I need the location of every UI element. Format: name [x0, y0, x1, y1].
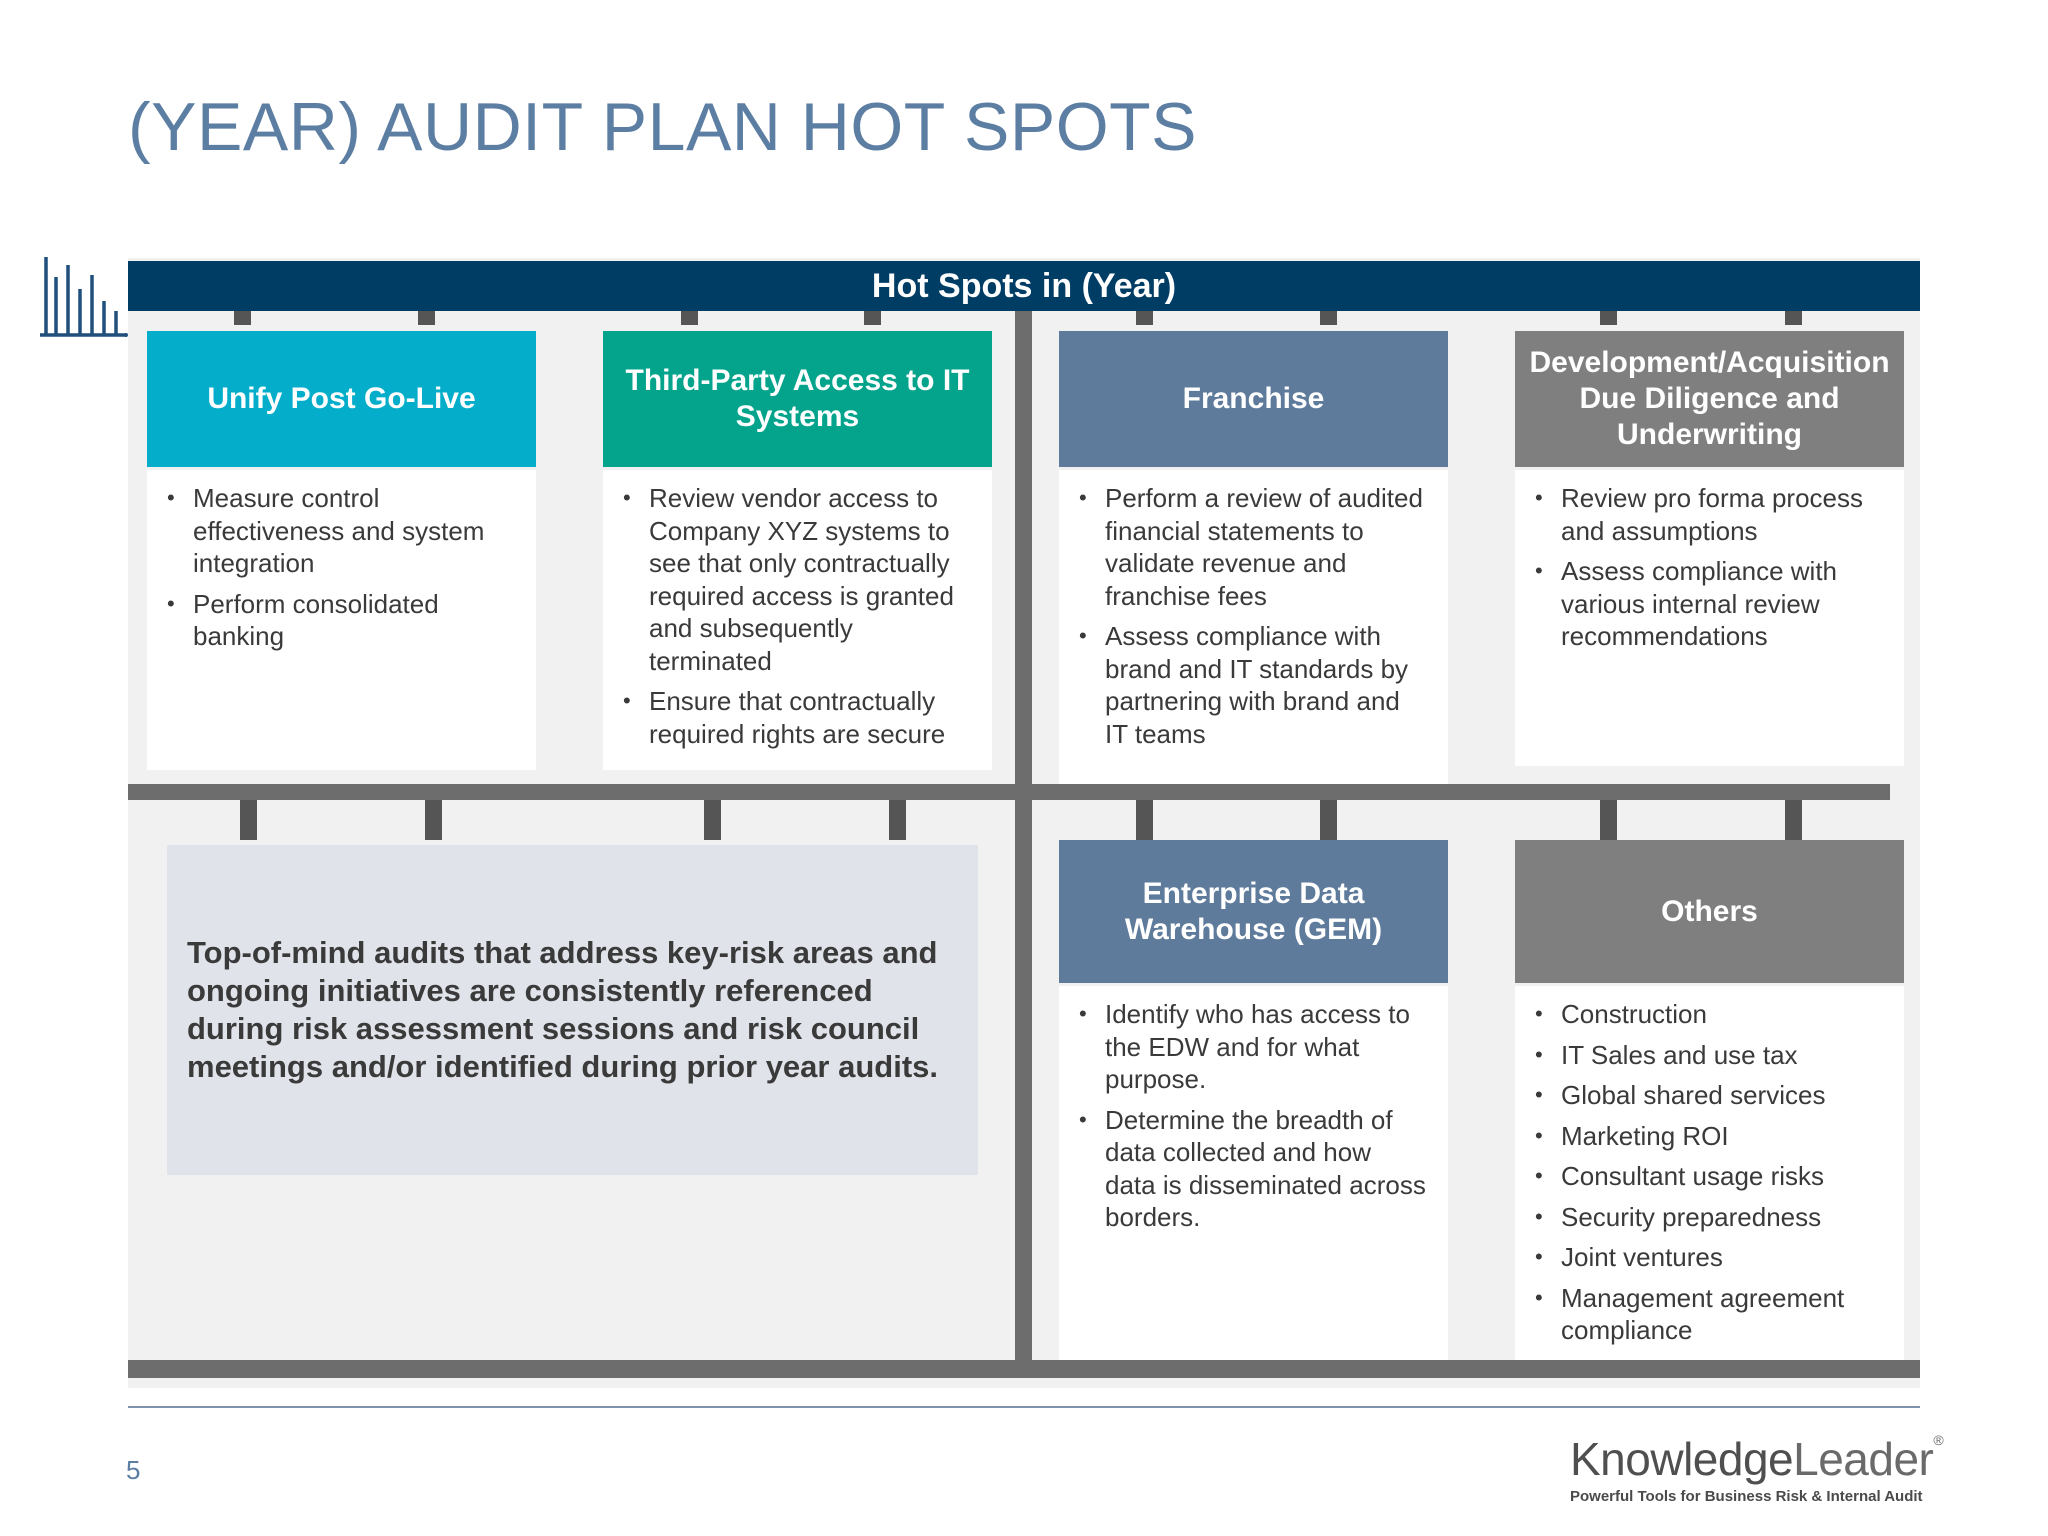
- card-header-unify: Unify Post Go-Live: [147, 331, 536, 467]
- connector: [1320, 311, 1337, 325]
- connector: [425, 800, 442, 840]
- logo-tagline: Powerful Tools for Business Risk & Internal Audit: [1570, 1488, 1923, 1505]
- bullet-item: • Perform a review of audited financial statements to validate revenue and franchise fees: [1077, 482, 1428, 612]
- connector: [1136, 800, 1153, 840]
- connector: [1785, 311, 1802, 325]
- vertical-divider: [1015, 311, 1032, 1361]
- connector: [240, 800, 257, 840]
- bullet-item: • Security preparedness: [1533, 1201, 1884, 1234]
- bullet-item: • Construction: [1533, 998, 1884, 1031]
- card-body-franchise: [1059, 470, 1448, 784]
- bullet-item: • Determine the breadth of data collected and how data is disseminated across borders.: [1077, 1104, 1428, 1234]
- card-body-enterprise-data-warehouse: [1059, 986, 1448, 1360]
- card-header-franchise: Franchise: [1059, 331, 1448, 467]
- bullet-item: • Marketing ROI: [1533, 1120, 1884, 1153]
- card-header-development-acquisition: Development/Acquisition Due Diligence and Underwriting: [1515, 331, 1904, 467]
- connector: [418, 311, 435, 325]
- bullet-item: • Assess compliance with various internal review recommendations: [1533, 555, 1884, 653]
- bullet-item: • Consultant usage risks: [1533, 1160, 1884, 1193]
- bullet-item: • Joint ventures: [1533, 1241, 1884, 1274]
- hot-spots-banner: Hot Spots in (Year): [128, 261, 1920, 311]
- logo-wordmark: KnowledgeLeader®: [1570, 1432, 1944, 1485]
- callout-box: [167, 845, 978, 1175]
- bullet-item: • Review vendor access to Company XYZ systems to see that only contractually required access is granted and subsequently terminated: [621, 482, 972, 677]
- connector: [234, 311, 251, 325]
- knowledgeleader-logo: [1570, 1432, 1944, 1505]
- middle-divider: [128, 784, 1890, 800]
- bullet-item: • Ensure that contractually required rights are secure: [621, 685, 972, 750]
- connector: [704, 800, 721, 840]
- bullet-item: • IT Sales and use tax: [1533, 1039, 1884, 1072]
- connector: [1785, 800, 1802, 840]
- card-header-third-party: Third-Party Access to IT Systems: [603, 331, 992, 467]
- bullet-item: • Assess compliance with brand and IT standards by partnering with brand and IT teams: [1077, 620, 1428, 750]
- bullet-item: • Management agreement compliance: [1533, 1282, 1884, 1347]
- connector: [864, 311, 881, 325]
- bottom-divider: [128, 1360, 1920, 1378]
- page-number: 5: [126, 1455, 141, 1485]
- card-header-enterprise-data-warehouse: Enterprise Data Warehouse (GEM): [1059, 840, 1448, 983]
- connector: [1136, 311, 1153, 325]
- card-body-third-party: [603, 470, 992, 770]
- connector: [681, 311, 698, 325]
- card-body-development-acquisition: [1515, 470, 1904, 766]
- connector: [1600, 800, 1617, 840]
- bullet-item: • Measure control effectiveness and system integration: [165, 482, 516, 580]
- bullet-item: • Global shared services: [1533, 1079, 1884, 1112]
- card-header-others: Others: [1515, 840, 1904, 983]
- card-body-unify: [147, 470, 536, 770]
- footer-rule: [128, 1406, 1920, 1408]
- bullet-item: • Review pro forma process and assumptions: [1533, 482, 1884, 547]
- connector: [1320, 800, 1337, 840]
- callout-text: Top-of-mind audits that address key-risk areas and ongoing initiatives are consistently referenced during risk assessment sessions and risk council meetings and/or identified during prior year audits.: [187, 935, 938, 1084]
- page-title: (YEAR) AUDIT PLAN HOT SPOTS: [128, 89, 1197, 165]
- bullet-item: • Perform consolidated banking: [165, 588, 516, 653]
- bar-chart-icon: [38, 255, 130, 339]
- card-body-others: [1515, 986, 1904, 1360]
- bullet-item: • Identify who has access to the EDW and for what purpose.: [1077, 998, 1428, 1096]
- connector: [1600, 311, 1617, 325]
- connector: [889, 800, 906, 840]
